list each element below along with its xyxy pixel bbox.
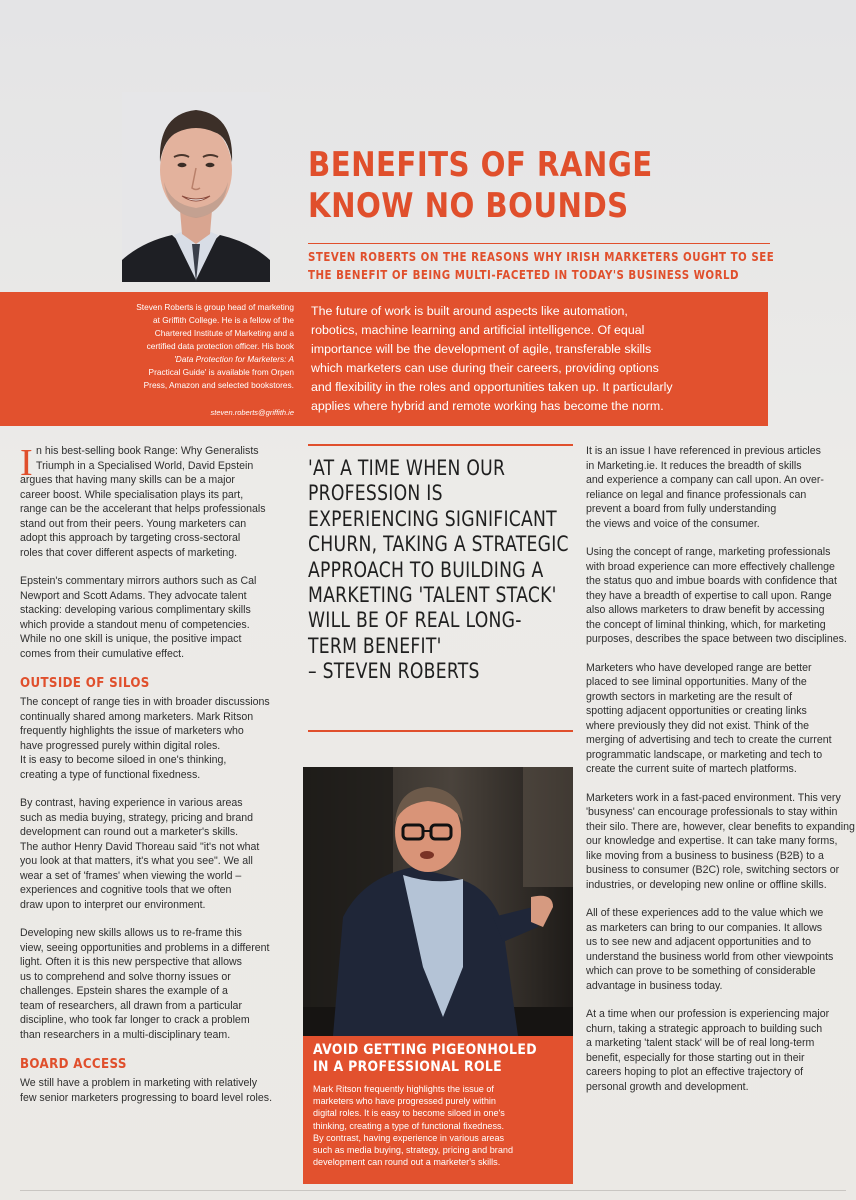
text-line: churn, taking a strategic approach to building such: [586, 1022, 823, 1035]
text-line: as marketers can bring to our companies. It allows: [586, 921, 823, 934]
text-line: in Marketing.ie. It reduces the breadth of skills: [586, 459, 802, 472]
box-line: By contrast, having experience in various areas: [313, 1132, 505, 1143]
text-line: create the current suite of martech platforms.: [586, 763, 797, 775]
intro-line: applies where hybrid and remote working has become the norm.: [311, 399, 664, 413]
quote-line: PROFESSION IS: [308, 481, 443, 506]
text-line: development can round out a marketer's skills.: [20, 826, 239, 838]
text-line: adopt this approach by targeting cross-sectoral: [20, 532, 241, 544]
text-line: challenges. Epstein shares the example of a: [20, 985, 228, 997]
text-line: All of these experiences add to the value which we: [586, 907, 824, 919]
text-line: continually shared among marketers. Mark Ritson: [20, 710, 254, 723]
paragraph-r5: [586, 906, 846, 993]
text-line: the concept of liminal thinking, which, for marketing: [586, 618, 826, 631]
box-line: thinking, creating a type of functional fixedness.: [313, 1120, 505, 1131]
box-line: Mark Ritson frequently highlights the issue of: [313, 1084, 494, 1094]
intro-line: which marketers can use during their careers, providing options: [311, 361, 659, 375]
text-line: By contrast, having experience in various areas: [20, 797, 243, 809]
text-line: advantage in business today.: [586, 979, 723, 992]
subtitle-line-2: THE BENEFIT OF BEING MULTI-FACETED IN TODAY'S BUSINESS WORLD: [308, 267, 740, 282]
text-line: Triumph in a Specialised World, David Epstein: [36, 459, 254, 472]
text-line: experiences and cognitive tools that we often: [20, 884, 232, 896]
paragraph-r2: [586, 545, 846, 647]
quote-line: TERM BENEFIT': [308, 633, 442, 658]
text-line: stand out from their peers. Young marketers can: [20, 517, 247, 530]
text-line: where previously they did not exist. Think of the: [586, 719, 809, 732]
quote-line: EXPERIENCING SIGNIFICANT: [308, 506, 557, 531]
text-line: The concept of range ties in with broader discussions: [20, 696, 270, 708]
text-line: spotting adjacent opportunities or creating links: [586, 705, 807, 717]
text-line: 'busyness' can encourage professionals to stay within: [586, 806, 838, 818]
paragraph-4: [20, 796, 288, 912]
text-line: which can prove to be something of considerable: [586, 965, 816, 977]
intro-line: The future of work is built around aspects like automation,: [311, 304, 628, 318]
text-line: with broad experience can more effectively challenge: [586, 560, 835, 573]
paragraph-3: [20, 695, 288, 782]
text-line: argues that having many skills can be a major: [20, 474, 235, 486]
text-line: business to consumer (B2C) role, switching sectors or: [586, 864, 840, 876]
text-line: career boost. While specialisation plays its part,: [20, 488, 244, 501]
footer-rule: [20, 1190, 846, 1191]
text-line: Using the concept of range, marketing professionals: [586, 546, 831, 558]
pull-quote: [308, 456, 569, 685]
intro-line: importance will be the development of agile, transferable skills: [311, 342, 652, 356]
text-line: a marketing 'talent stack' will be of real long-term: [586, 1037, 815, 1049]
bio-line: 'Data Protection for Marketers: A: [174, 354, 294, 364]
article-subtitle: [308, 248, 775, 284]
paragraph-1: [20, 444, 288, 560]
text-line: n his best-selling book Range: Why Generalists: [36, 445, 259, 457]
sidebar-box-title: [313, 1042, 537, 1075]
text-line: Newport and Scott Adams. They advocate talent: [20, 589, 247, 602]
text-line: stacking: developing various complimentary skills: [20, 604, 251, 616]
text-line: roles that cover different aspects of marketing.: [20, 546, 238, 559]
text-line: the views and voice of the consumer.: [586, 517, 760, 530]
text-line: The author Henry David Thoreau said "it's not what: [20, 840, 260, 853]
box-line: development can round out a marketer's skills.: [313, 1157, 501, 1168]
text-line: It is an issue I have referenced in previous articles: [586, 445, 821, 457]
text-line: reliance on legal and finance professionals can: [586, 488, 807, 501]
text-line: range can be the accelerant that helps professionals: [20, 503, 266, 515]
bio-line: Press, Amazon and selected bookstores.: [143, 380, 294, 390]
text-line: also allows marketers to draw benefit by accessing: [586, 604, 825, 616]
author-email-link[interactable]: steven.roberts@griffith.ie: [210, 408, 294, 417]
text-line: which provide a standout menu of competencies.: [20, 618, 250, 631]
article-title: [308, 145, 755, 227]
intro-line: and flexibility in the roles and opportunities taken up. It particularly: [311, 380, 673, 394]
text-line: growth sectors in marketing are the result of: [586, 690, 793, 703]
paragraph-r6: [586, 1007, 846, 1094]
text-line: their silo. There are, however, clear benefits to expanding: [586, 820, 855, 833]
paragraph-5: [20, 926, 288, 1042]
paragraph-6: [20, 1076, 288, 1105]
box-line: marketers who have progressed purely within: [313, 1096, 496, 1107]
sidebar-box: [303, 1036, 573, 1184]
text-line: benefit, especially for those starting out in their: [586, 1051, 805, 1064]
paragraph-2: [20, 574, 288, 661]
speaker-photo: [303, 767, 573, 1036]
text-line: industries, or developing new online or offline skills.: [586, 878, 827, 891]
text-line: merging of advertising and tech to create the current: [586, 734, 832, 746]
text-line: they have a breadth of expertise to call upon. Range: [586, 589, 832, 602]
quote-rule-top: [308, 444, 573, 446]
paragraph-r1: [586, 444, 846, 531]
quote-line: CHURN, TAKING A STRATEGIC: [308, 532, 569, 557]
text-line: understand the business world from other viewpoints: [586, 950, 834, 963]
text-line: Marketers who have developed range are better: [586, 661, 812, 674]
box-line: such as media buying, strategy, pricing and brand: [313, 1145, 514, 1156]
subtitle-rule: [308, 243, 770, 244]
section-heading-outside-of-silos: OUTSIDE OF SILOS: [20, 675, 150, 691]
author-portrait: [122, 92, 270, 282]
box-title-line: IN A PROFESSIONAL ROLE: [313, 1058, 503, 1075]
text-line: purposes, describes the space between two disciplines.: [586, 633, 847, 645]
text-line: have progressed purely within digital roles.: [20, 739, 221, 752]
text-line: creating a type of functional fixedness.: [20, 768, 201, 781]
column-left: [20, 444, 288, 1105]
subtitle-line-1: STEVEN ROBERTS ON THE REASONS WHY IRISH MARKETERS OUGHT TO SEE: [308, 249, 775, 264]
text-line: We still have a problem in marketing with relatively: [20, 1077, 258, 1089]
box-line: digital roles. It is easy to become siloed in one's: [313, 1108, 505, 1119]
author-bio: [78, 301, 294, 419]
title-line-1: BENEFITS OF RANGE: [308, 145, 653, 185]
text-line: prevent a board from fully understanding: [586, 503, 777, 515]
text-line: our knowledge and expertise. It can take many forms,: [586, 835, 838, 847]
title-line-2: KNOW NO BOUNDS: [308, 186, 629, 226]
bio-line: Chartered Institute of Marketing and a: [154, 328, 294, 338]
quote-line: APPROACH TO BUILDING A: [308, 557, 544, 582]
text-line: careers hoping to plot an effective trajectory of: [586, 1066, 804, 1078]
text-line: you look at that matters, it's what you see". We all: [20, 855, 253, 867]
text-line: personal growth and development.: [586, 1080, 749, 1093]
bio-line: Steven Roberts is group head of marketing: [136, 302, 294, 312]
text-line: draw upon to interpret our environment.: [20, 898, 206, 911]
bio-line: at Griffith College. He is a fellow of the: [153, 315, 294, 325]
quote-line: MARKETING 'TALENT STACK': [308, 583, 557, 608]
text-line: Epstein's commentary mirrors authors such as Cal: [20, 575, 257, 587]
text-line: light. Often it is this new perspective that allows: [20, 956, 242, 968]
text-line: programmatic landscape, or marketing and tech to: [586, 748, 823, 761]
text-line: us to see new and adjacent opportunities and to: [586, 936, 811, 948]
intro-line: robotics, machine learning and artificial intelligence. Of equal: [311, 323, 645, 337]
text-line: view, seeing opportunities and problems in a different: [20, 941, 270, 954]
text-line: Developing new skills allows us to re-frame this: [20, 927, 242, 939]
box-title-line: AVOID GETTING PIGEONHOLED: [313, 1042, 537, 1058]
sidebar-box-body: [313, 1083, 563, 1168]
text-line: comes from their cumulative effect.: [20, 647, 185, 660]
quote-line: WILL BE OF REAL LONG-: [308, 608, 522, 633]
text-line: like moving from a business to business (B2B) to a: [586, 849, 824, 862]
text-line: than researchers in a multi-disciplinary team.: [20, 1028, 231, 1041]
text-line: At a time when our profession is experiencing major: [586, 1008, 830, 1020]
section-heading-board-access: BOARD ACCESS: [20, 1056, 127, 1072]
bio-line: certified data protection officer. His book: [146, 341, 294, 351]
column-right: [586, 444, 855, 1094]
text-line: While no one skill is unique, the positive impact: [20, 633, 242, 645]
quote-line: 'AT A TIME WHEN OUR: [308, 456, 506, 480]
text-line: such as media buying, strategy, pricing and brand: [20, 811, 253, 824]
text-line: and experience a company can call upon. An over-: [586, 474, 824, 486]
text-line: few senior marketers progressing to board level roles.: [20, 1091, 273, 1104]
text-line: Marketers work in a fast-paced environment. This very: [586, 791, 841, 804]
text-line: the status quo and imbue boards with confidence that: [586, 575, 837, 587]
quote-rule-bottom: [308, 730, 573, 732]
text-line: frequently highlights the issue of marketers who: [20, 725, 244, 737]
intro-text: [311, 302, 769, 416]
text-line: wear a set of 'frames' when viewing the world –: [20, 869, 242, 882]
text-line: us to comprehend and solve thorny issues or: [20, 970, 231, 983]
text-line: It is easy to become siloed in one's thinking,: [20, 754, 227, 766]
text-line: team of researchers, all drawn from a particular: [20, 999, 242, 1012]
text-line: placed to see liminal opportunities. Many of the: [586, 676, 807, 688]
paragraph-r4: [586, 791, 855, 893]
bio-line: Practical Guide' is available from Orpen: [148, 367, 294, 377]
text-line: discipline, who took far longer to crack a problem: [20, 1014, 250, 1026]
quote-attribution: – STEVEN ROBERTS: [308, 659, 480, 684]
drop-cap: I: [20, 442, 33, 484]
paragraph-r3: [586, 661, 846, 777]
